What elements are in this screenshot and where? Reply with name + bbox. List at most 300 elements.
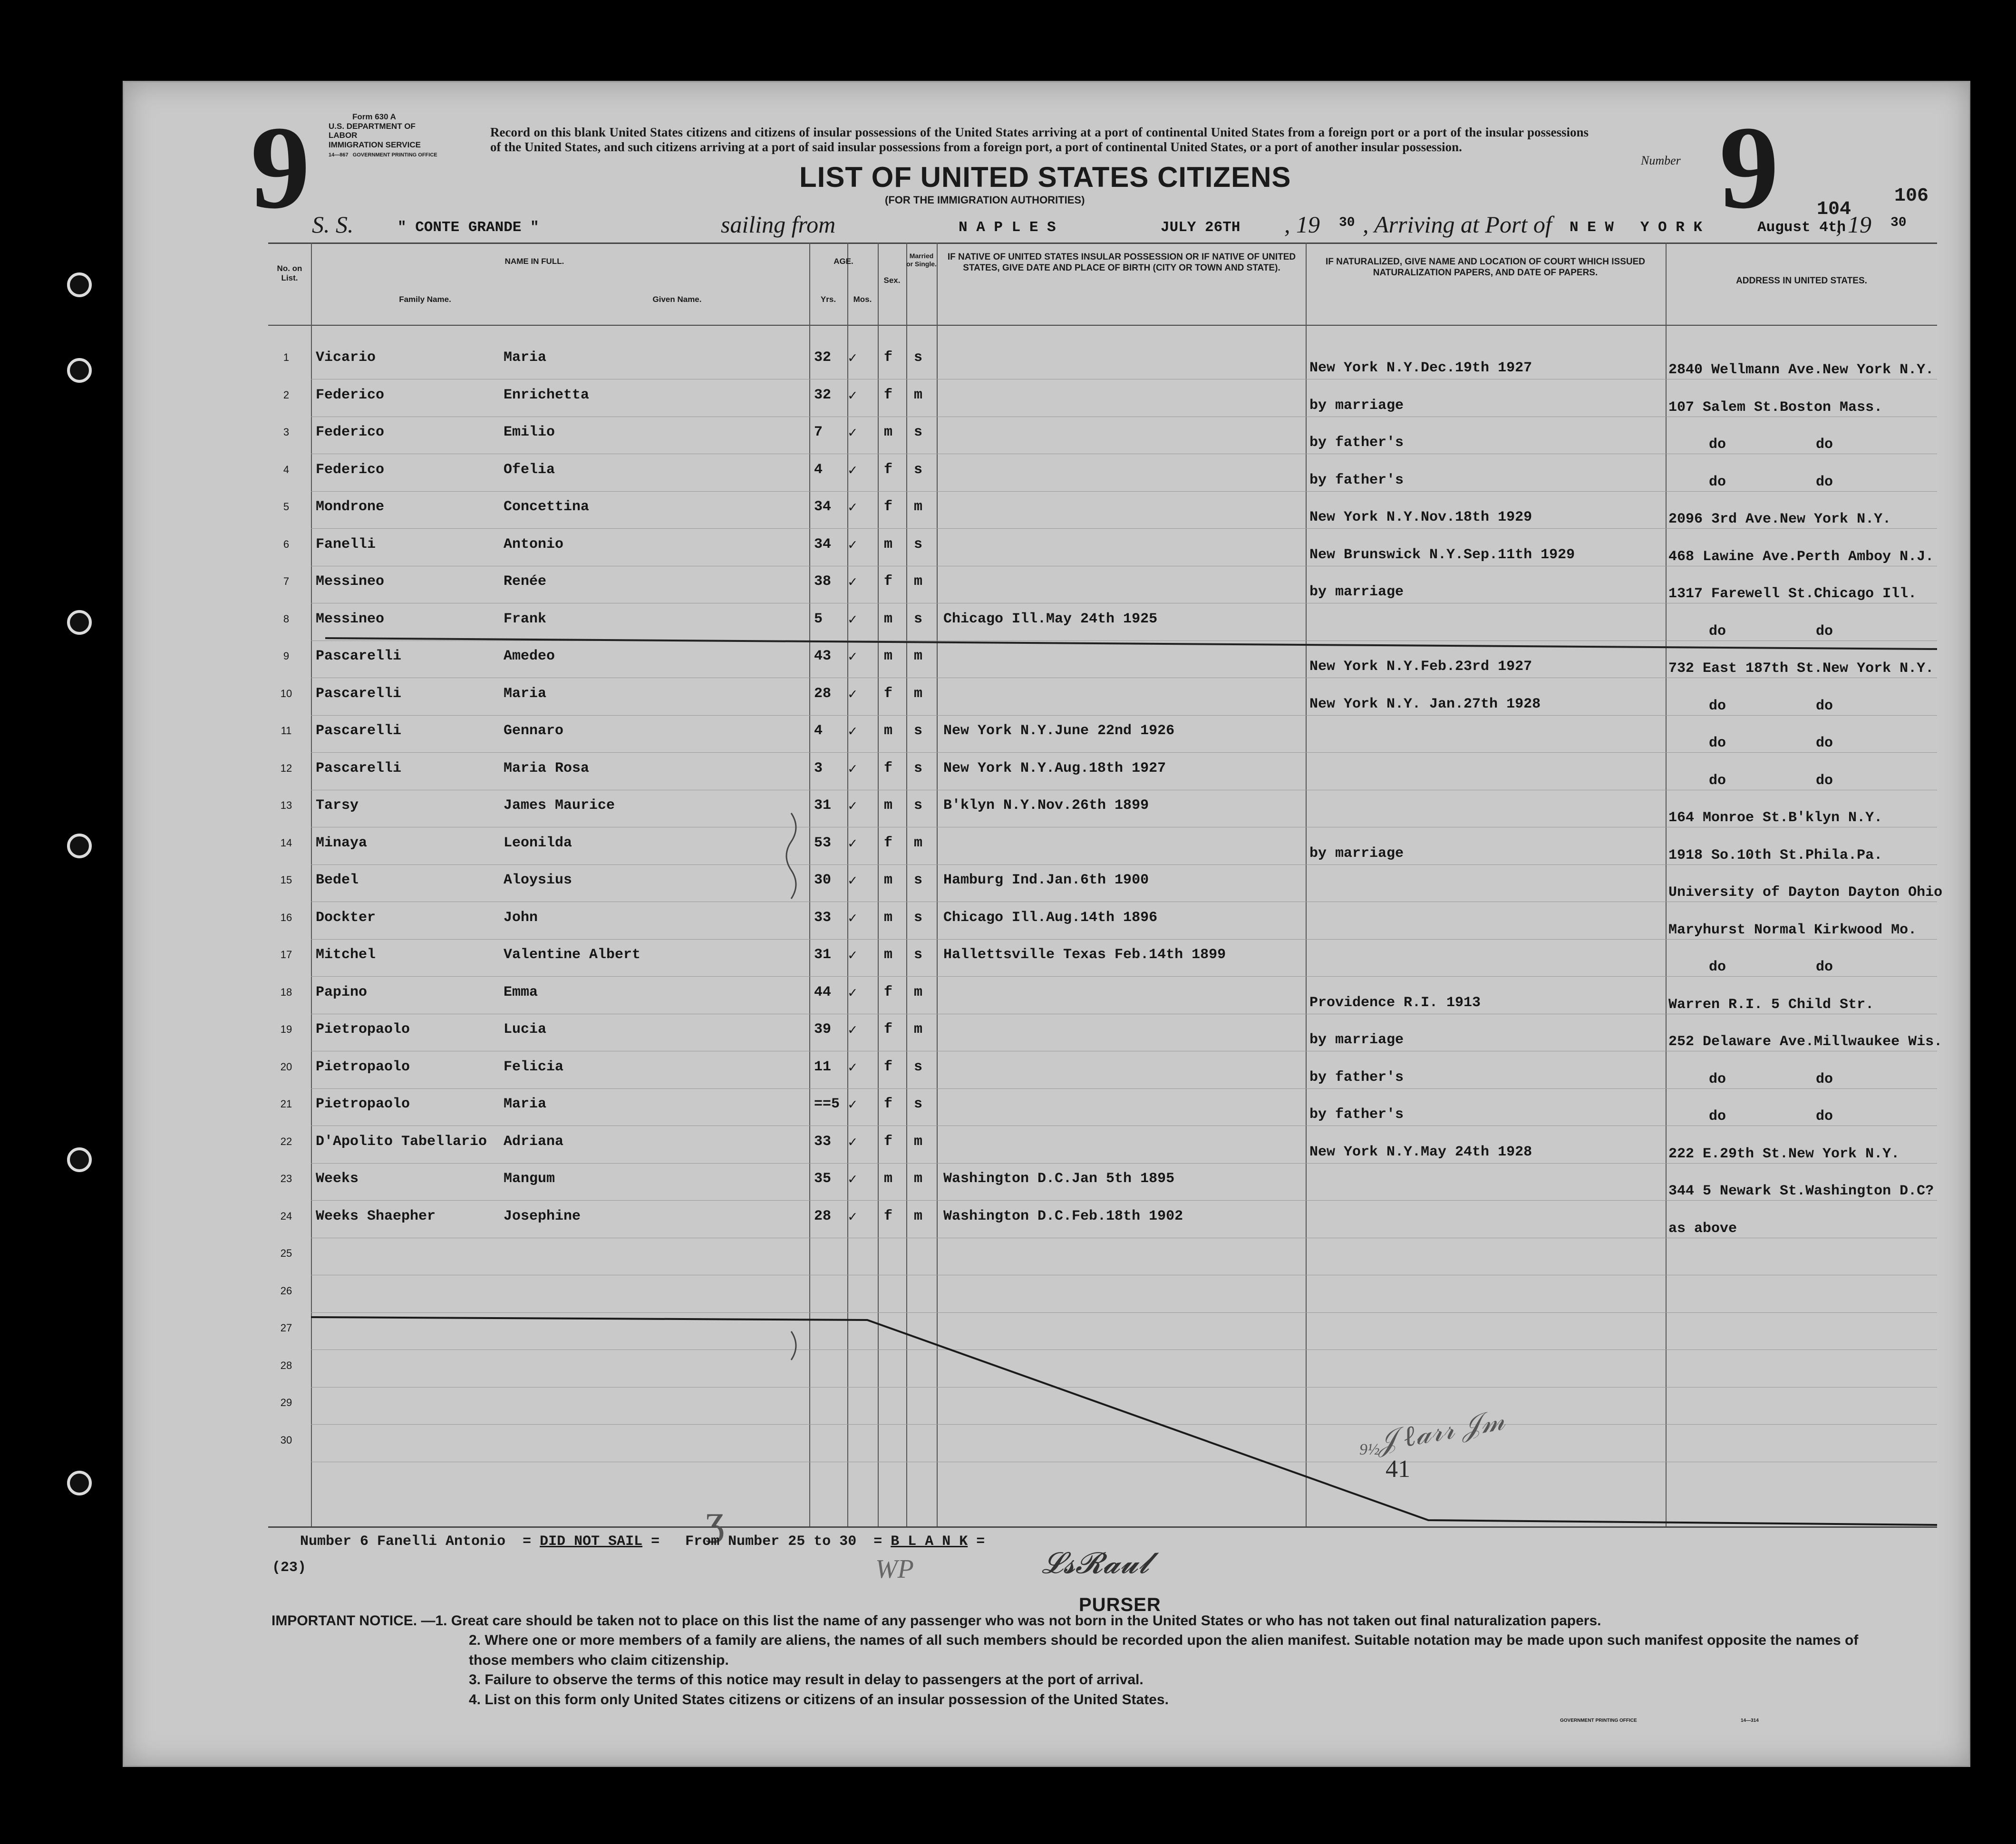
row-addr2: do [1816, 623, 1833, 640]
check-mark: ✓ [848, 575, 857, 591]
row-number: 2 [283, 388, 290, 401]
row-ms: m [914, 835, 923, 851]
row-given: Emma [504, 984, 538, 1000]
footer-note: Number 6 Fanelli Antonio = DID NOT SAIL = From Number 25 to 30 = B L A N K = [300, 1533, 985, 1550]
row-sex: m [884, 723, 893, 739]
row-sex: f [884, 349, 893, 366]
row-nat: New Brunswick N.Y.Sep.11th 1929 [1309, 546, 1575, 563]
row-nat: New York N.Y.Feb.23rd 1927 [1309, 659, 1532, 675]
family-brace [786, 813, 796, 1360]
row-age: 5 [814, 611, 823, 627]
footer-form-code: 14—314 [1741, 1718, 1759, 1723]
check-mark: ✓ [848, 426, 857, 442]
row-sex: f [884, 685, 893, 702]
year-prefix-2: , 19 [1836, 211, 1871, 238]
row-nat: by marriage [1309, 1032, 1404, 1048]
check-mark: ✓ [848, 463, 857, 479]
notice-item-1: —1. Great care should be taken not to place on this list the name of any passenger who was not born in the United States or who has not taken out final naturalization papers. [421, 1613, 1601, 1629]
row-family: Minaya [316, 835, 368, 851]
row-ms: s [914, 424, 923, 440]
row-birth: New York N.Y.June 22nd 1926 [943, 723, 1175, 739]
important-notice [271, 1611, 1898, 1709]
sailing-from-label: sailing from [721, 211, 836, 238]
form-instructions: Record on this blank United States citizens and citizens of insular possessions of the United States arriving at a port of continental United States from a foreign port or a port of the insular possessions of the United States, and such citizens arriving at a port of said insular possessions from a foreign port, a port of continental United States, or a port of another insular possession. [490, 125, 1589, 155]
row-number: 23 [280, 1173, 292, 1184]
row-ms: s [914, 349, 923, 366]
row-family: D'Apolito Tabellario [316, 1133, 487, 1150]
row-ms: s [914, 872, 923, 888]
row-ms: m [914, 1171, 923, 1187]
blank-rows-z-line [311, 1317, 1937, 1525]
row-family: Tarsy [316, 797, 359, 814]
row-number: 16 [280, 911, 292, 923]
row-addr1: 2096 3rd Ave.New York N.Y. [1668, 511, 1891, 527]
row-sex: f [884, 387, 893, 403]
year-suffix-2: 30 [1890, 215, 1907, 230]
row-age: 11 [814, 1058, 832, 1075]
check-mark: ✓ [848, 761, 857, 778]
arriving-label: , Arriving at Port of [1363, 211, 1552, 238]
row-sex: m [884, 872, 893, 888]
row-age: 30 [814, 872, 832, 888]
row-addr1: do [1709, 1071, 1726, 1087]
row-addr1: 2840 Wellmann Ave.New York N.Y. [1668, 362, 1934, 378]
form-title: LIST OF UNITED STATES CITIZENS [799, 161, 1291, 193]
row-addr1: 1918 So.10th St.Phila.Pa. [1668, 847, 1883, 864]
row-birth: New York N.Y.Aug.18th 1927 [943, 760, 1166, 776]
check-mark: ✓ [848, 687, 857, 703]
check-mark: ✓ [848, 911, 857, 927]
row-number: 26 [280, 1284, 292, 1297]
notice-label: IMPORTANT NOTICE. [271, 1613, 417, 1629]
row-ms: m [914, 1133, 923, 1150]
row-ms: m [914, 685, 923, 702]
row-given: Maria [504, 349, 547, 366]
notice-item-3: 3. Failure to observe the terms of this notice may result in delay to passengers at the port of arrival. [469, 1672, 1144, 1688]
row-birth: Washington D.C.Feb.18th 1902 [943, 1208, 1183, 1224]
row-number: 7 [283, 575, 290, 587]
check-mark: ✓ [848, 1097, 857, 1114]
row-given: Antonio [504, 536, 564, 553]
row-sex: f [884, 760, 893, 776]
row-given: Frank [504, 611, 547, 627]
row-addr2: do [1816, 735, 1833, 751]
row-age: 31 [814, 797, 832, 814]
row-number: 25 [280, 1247, 292, 1259]
row-nat: by marriage [1309, 845, 1404, 862]
row-addr1: 107 Salem St.Boston Mass. [1668, 399, 1883, 416]
row-family: Mondrone [316, 499, 385, 515]
row-number: 1 [283, 351, 290, 363]
row-given: James Maurice [504, 797, 615, 814]
row-addr1: do [1709, 1108, 1726, 1125]
row-number: 9 [283, 650, 290, 662]
did-not-sail-note: DID NOT SAIL [540, 1533, 643, 1550]
col-sex: Sex. [883, 276, 901, 285]
row-age: 28 [814, 1208, 832, 1224]
binder-hole [67, 610, 92, 635]
col-mos: Mos. [853, 295, 872, 304]
port-from: N A P L E S [959, 219, 1056, 236]
row-birth: Chicago Ill.May 24th 1925 [943, 611, 1158, 627]
row-age: 38 [814, 573, 832, 590]
row-given: Aloysius [504, 872, 572, 888]
row-addr2: do [1816, 772, 1833, 789]
row-nat: by marriage [1309, 397, 1404, 414]
row-nat: New York N.Y.May 24th 1928 [1309, 1144, 1532, 1160]
year-prefix-1: , 19 [1284, 211, 1320, 238]
row-family: Federico [316, 387, 385, 403]
row-given: Lucia [504, 1021, 547, 1038]
row-sex: f [884, 1096, 893, 1112]
row-addr1: do [1709, 437, 1726, 453]
row-sex: f [884, 835, 893, 851]
row-family: Weeks [316, 1171, 359, 1187]
row-sex: f [884, 1133, 893, 1150]
binder-hole [67, 1471, 92, 1495]
row-ms: s [914, 909, 923, 926]
row-addr1: Warren R.I. 5 Child Str. [1668, 996, 1874, 1013]
row-birth: B'klyn N.Y.Nov.26th 1899 [943, 797, 1149, 814]
col-yrs: Yrs. [820, 295, 836, 304]
row-age: 43 [814, 648, 832, 664]
purser-signature: 𝓛𝓼𝓡𝓪𝓾𝓵 [1042, 1547, 1150, 1580]
row-addr2: do [1816, 1108, 1833, 1125]
port-to: N E W Y O R K [1570, 219, 1703, 236]
row-sex: f [884, 1208, 893, 1224]
row-family: Pietropaolo [316, 1096, 410, 1112]
row-nat: New York N.Y. Jan.27th 1928 [1309, 696, 1541, 712]
check-mark: ✓ [848, 873, 857, 890]
row-addr1: 252 Delaware Ave.Millwaukee Wis. [1668, 1034, 1943, 1050]
row-age: ==5 [814, 1096, 840, 1112]
row-addr1: 732 East 187th St.New York N.Y. [1668, 660, 1934, 677]
row-addr2: do [1816, 437, 1833, 453]
row-family: Messineo [316, 573, 385, 590]
row-nat: by father's [1309, 435, 1404, 451]
table-markings [268, 243, 1937, 1526]
ss-label: S. S. [312, 211, 354, 238]
footer-printing-office: GOVERNMENT PRINTING OFFICE [1560, 1718, 1637, 1723]
col-age: AGE. [834, 257, 853, 266]
row-sex: m [884, 611, 893, 627]
row-nat: Providence R.I. 1913 [1309, 994, 1481, 1011]
row-ms: m [914, 648, 923, 664]
row-nat: by marriage [1309, 584, 1404, 600]
handwritten-date-mark: 9½ [1359, 1441, 1380, 1458]
row-age: 3 [814, 760, 823, 776]
row-birth: Chicago Ill.Aug.14th 1896 [943, 909, 1158, 926]
row-addr1: as above [1668, 1220, 1737, 1237]
row-family: Weeks Shaepher [316, 1208, 436, 1224]
row-number: 12 [280, 762, 292, 774]
page-number-106: 106 [1894, 185, 1929, 207]
row-sex: f [884, 1058, 893, 1075]
row-number: 19 [280, 1023, 292, 1035]
sail-date: JULY 26TH [1161, 219, 1241, 236]
row-ms: s [914, 760, 923, 776]
row-ms: s [914, 723, 923, 739]
row-family: Messineo [316, 611, 385, 627]
row-addr1: do [1709, 698, 1726, 714]
row-family: Papino [316, 984, 368, 1000]
row-ms: m [914, 984, 923, 1000]
check-mark: ✓ [848, 537, 857, 554]
col-given-name: Given Name. [652, 295, 702, 304]
purser-label: PURSER [1079, 1594, 1161, 1615]
row-addr1: 164 Monroe St.B'klyn N.Y. [1668, 810, 1883, 826]
row-number: 17 [280, 949, 292, 961]
col-address: ADDRESS IN UNITED STATES. [1736, 276, 1867, 286]
binder-hole [67, 834, 92, 858]
row-number: 10 [280, 687, 292, 699]
row-number: 27 [280, 1322, 292, 1334]
check-mark: ✓ [848, 948, 857, 964]
row-family: Mitchel [316, 947, 376, 963]
row-number: 28 [280, 1359, 292, 1371]
blank-note: B L A N K [891, 1533, 968, 1550]
row-given: Maria Rosa [504, 760, 590, 776]
row-ms: m [914, 499, 923, 515]
check-mark: ✓ [848, 351, 857, 367]
row-birth: Hamburg Ind.Jan.6th 1900 [943, 872, 1149, 888]
row-sex: f [884, 1021, 893, 1038]
row-age: 39 [814, 1021, 832, 1038]
sheet-number-right: 9 [1719, 102, 1779, 233]
row-family: Pascarelli [316, 760, 402, 776]
row-ms: m [914, 387, 923, 403]
row-family: Pietropaolo [316, 1058, 410, 1075]
row-ms: m [914, 1021, 923, 1038]
row-age: 32 [814, 349, 832, 366]
handwritten-initials: WP [875, 1554, 914, 1584]
row-sex: f [884, 499, 893, 515]
row-given: Concettina [504, 499, 590, 515]
sheet-number-left: 9 [251, 102, 310, 233]
binder-hole [67, 272, 92, 297]
row-number: 22 [280, 1135, 292, 1147]
row-number: 15 [280, 874, 292, 886]
col-birth-place: IF NATIVE OF UNITED STATES INSULAR POSSESSION OR IF NATIVE OF UNITED STATES, GIVE DATE AND PLACE OF BIRTH (CITY OR TOWN AND STATE). [947, 252, 1296, 273]
check-mark: ✓ [848, 985, 857, 1002]
check-mark: ✓ [848, 1060, 857, 1077]
row-addr1: do [1709, 959, 1726, 975]
row-family: Bedel [316, 872, 359, 888]
row-age: 34 [814, 536, 832, 553]
row-addr1: do [1709, 772, 1726, 789]
row-given: Leonilda [504, 835, 572, 851]
check-mark: ✓ [848, 650, 857, 666]
voyage-line [312, 211, 1907, 244]
row-given: Renée [504, 573, 547, 590]
row-given: Maria [504, 1096, 547, 1112]
row-number: 14 [280, 836, 292, 849]
form-code: 14—867 [329, 152, 349, 158]
col-no: No. on List. [277, 264, 302, 283]
row-given: Enrichetta [504, 387, 590, 403]
number-label: Number [1641, 154, 1681, 167]
row-addr1: University of Dayton Dayton Ohio [1668, 884, 1943, 901]
arrival-date: August 4th [1757, 219, 1846, 236]
row-nat: by father's [1309, 1069, 1404, 1086]
col-married-single: Married or Single. [906, 252, 937, 268]
service-label: IMMIGRATION SERVICE [329, 140, 421, 149]
row-given: Adriana [504, 1133, 564, 1150]
row-family: Pascarelli [316, 648, 402, 664]
row-age: 31 [814, 947, 832, 963]
row-family: Pascarelli [316, 723, 402, 739]
row-given: John [504, 909, 538, 926]
row-ms: s [914, 947, 923, 963]
row-sex: f [884, 461, 893, 478]
row-ms: s [914, 536, 923, 553]
row-age: 44 [814, 984, 832, 1000]
row-ms: s [914, 611, 923, 627]
check-mark: ✓ [848, 836, 857, 853]
check-mark: ✓ [848, 1172, 857, 1188]
row-given: Mangum [504, 1171, 555, 1187]
row-age: 33 [814, 1133, 832, 1150]
row-sex: m [884, 648, 893, 664]
form-info [329, 112, 443, 158]
manifest-sheet [123, 81, 1970, 1767]
row-family: Pietropaolo [316, 1021, 410, 1038]
row-sex: m [884, 947, 893, 963]
row-given: Emilio [504, 424, 555, 440]
row-given: Gennaro [504, 723, 564, 739]
row-number: 3 [283, 426, 290, 438]
row-age: 33 [814, 909, 832, 926]
row-nat: by father's [1309, 472, 1404, 488]
row-sex: m [884, 1171, 893, 1187]
row-number: 6 [283, 538, 290, 550]
row-addr1: do [1709, 735, 1726, 751]
row-given: Valentine Albert [504, 947, 641, 963]
row-sex: m [884, 797, 893, 814]
row-given: Maria [504, 685, 547, 702]
row-birth: Washington D.C.Jan 5th 1895 [943, 1171, 1175, 1187]
row-addr2: do [1816, 1071, 1833, 1087]
row-ms: s [914, 797, 923, 814]
check-mark: ✓ [848, 724, 857, 740]
row-age: 4 [814, 461, 823, 478]
row-age: 34 [814, 499, 832, 515]
row-number: 21 [280, 1098, 292, 1110]
printing-office-label: GOVERNMENT PRINTING OFFICE [352, 152, 437, 158]
ship-name: " CONTE GRANDE " [397, 219, 539, 236]
row-given: Felicia [504, 1058, 564, 1075]
row-given: Ofelia [504, 461, 555, 478]
row-nat: New York N.Y.Nov.18th 1929 [1309, 509, 1532, 525]
row-number: 20 [280, 1060, 292, 1073]
row-number: 13 [280, 799, 292, 811]
row-ms: m [914, 1208, 923, 1224]
row-number: 4 [283, 463, 290, 476]
binder-hole [67, 358, 92, 383]
row-age: 32 [814, 387, 832, 403]
notice-item-2: 2. Where one or more members of a family are aliens, the names of all such members should be recorded upon the alien manifest. Suitable notation may be made upon such manifest opposite the names of those members who claim citizenship. [469, 1632, 1859, 1668]
row-ms: s [914, 1096, 923, 1112]
row-family: Fanelli [316, 536, 376, 553]
row-age: 7 [814, 424, 823, 440]
row-sex: m [884, 424, 893, 440]
row-sex: f [884, 984, 893, 1000]
row-addr1: Maryhurst Normal Kirkwood Mo. [1668, 922, 1917, 938]
handwritten-mark: ʒ [706, 1496, 725, 1543]
row-family: Vicario [316, 349, 376, 366]
check-mark: ✓ [848, 388, 857, 405]
check-mark: ✓ [848, 1135, 857, 1151]
row-sex: f [884, 573, 893, 590]
handwritten-signature-mark: 𝒥 ℓ𝒶𝓇𝓇 𝒥𝓂 [1374, 1404, 1507, 1458]
row-ms: s [914, 461, 923, 478]
row-addr1: do [1709, 623, 1726, 640]
row-addr1: 344 5 Newark St.Washington D.C? [1668, 1183, 1934, 1199]
row-addr1: 222 E.29th St.New York N.Y. [1668, 1145, 1900, 1162]
row-family: Federico [316, 424, 385, 440]
page-number-104: 104 [1817, 199, 1851, 220]
passenger-total: (23) [272, 1560, 307, 1576]
row-family: Dockter [316, 909, 376, 926]
row-number: 11 [281, 725, 292, 737]
row-number: 8 [283, 612, 290, 625]
row-addr2: do [1816, 698, 1833, 714]
col-naturalization: IF NATURALIZED, GIVE NAME AND LOCATION OF COURT WHICH ISSUED NATURALIZATION PAPERS, AND DATE OF PAPERS. [1325, 257, 1645, 278]
year-suffix-1: 30 [1339, 215, 1355, 230]
row-addr2: do [1816, 959, 1833, 975]
check-mark: ✓ [848, 1023, 857, 1039]
handwritten-number: 41 [1386, 1456, 1410, 1483]
form-number: Form 630 A [352, 112, 396, 121]
row-ms: s [914, 1058, 923, 1075]
row-number: 29 [280, 1397, 292, 1408]
check-mark: ✓ [848, 500, 857, 516]
row-given: Amedeo [504, 648, 555, 664]
row-family: Federico [316, 461, 385, 478]
row-nat: New York N.Y.Dec.19th 1927 [1309, 360, 1532, 376]
col-family-name: Family Name. [399, 295, 451, 304]
form-subtitle: (FOR THE IMMIGRATION AUTHORITIES) [885, 194, 1085, 206]
row-sex: m [884, 536, 893, 553]
strikeout-line-row-6 [325, 638, 1937, 649]
row-nat: by father's [1309, 1106, 1404, 1123]
department-label: U.S. DEPARTMENT OF LABOR [329, 121, 416, 140]
row-age: 28 [814, 685, 832, 702]
row-family: Pascarelli [316, 685, 402, 702]
row-sex: m [884, 909, 893, 926]
notice-item-4: 4. List on this form only United States citizens or citizens of an insular possession of the United States. [469, 1691, 1169, 1708]
check-mark: ✓ [848, 799, 857, 815]
row-birth: Hallettsville Texas Feb.14th 1899 [943, 947, 1226, 963]
row-number: 18 [280, 986, 292, 998]
check-mark: ✓ [848, 1209, 857, 1226]
row-given: Josephine [504, 1208, 581, 1224]
row-age: 4 [814, 723, 823, 739]
row-age: 35 [814, 1171, 832, 1187]
row-ms: m [914, 573, 923, 590]
check-mark: ✓ [848, 612, 857, 629]
row-number: 30 [280, 1434, 292, 1446]
row-addr1: 468 Lawine Ave.Perth Amboy N.J. [1668, 548, 1934, 565]
col-name-in-full: NAME IN FULL. [504, 257, 564, 266]
row-addr1: do [1709, 474, 1726, 490]
binder-hole [67, 1147, 92, 1172]
row-number: 5 [283, 501, 290, 513]
row-addr2: do [1816, 474, 1833, 490]
row-number: 24 [280, 1210, 292, 1222]
row-age: 53 [814, 835, 832, 851]
row-addr1: 1317 Farewell St.Chicago Ill. [1668, 586, 1917, 602]
